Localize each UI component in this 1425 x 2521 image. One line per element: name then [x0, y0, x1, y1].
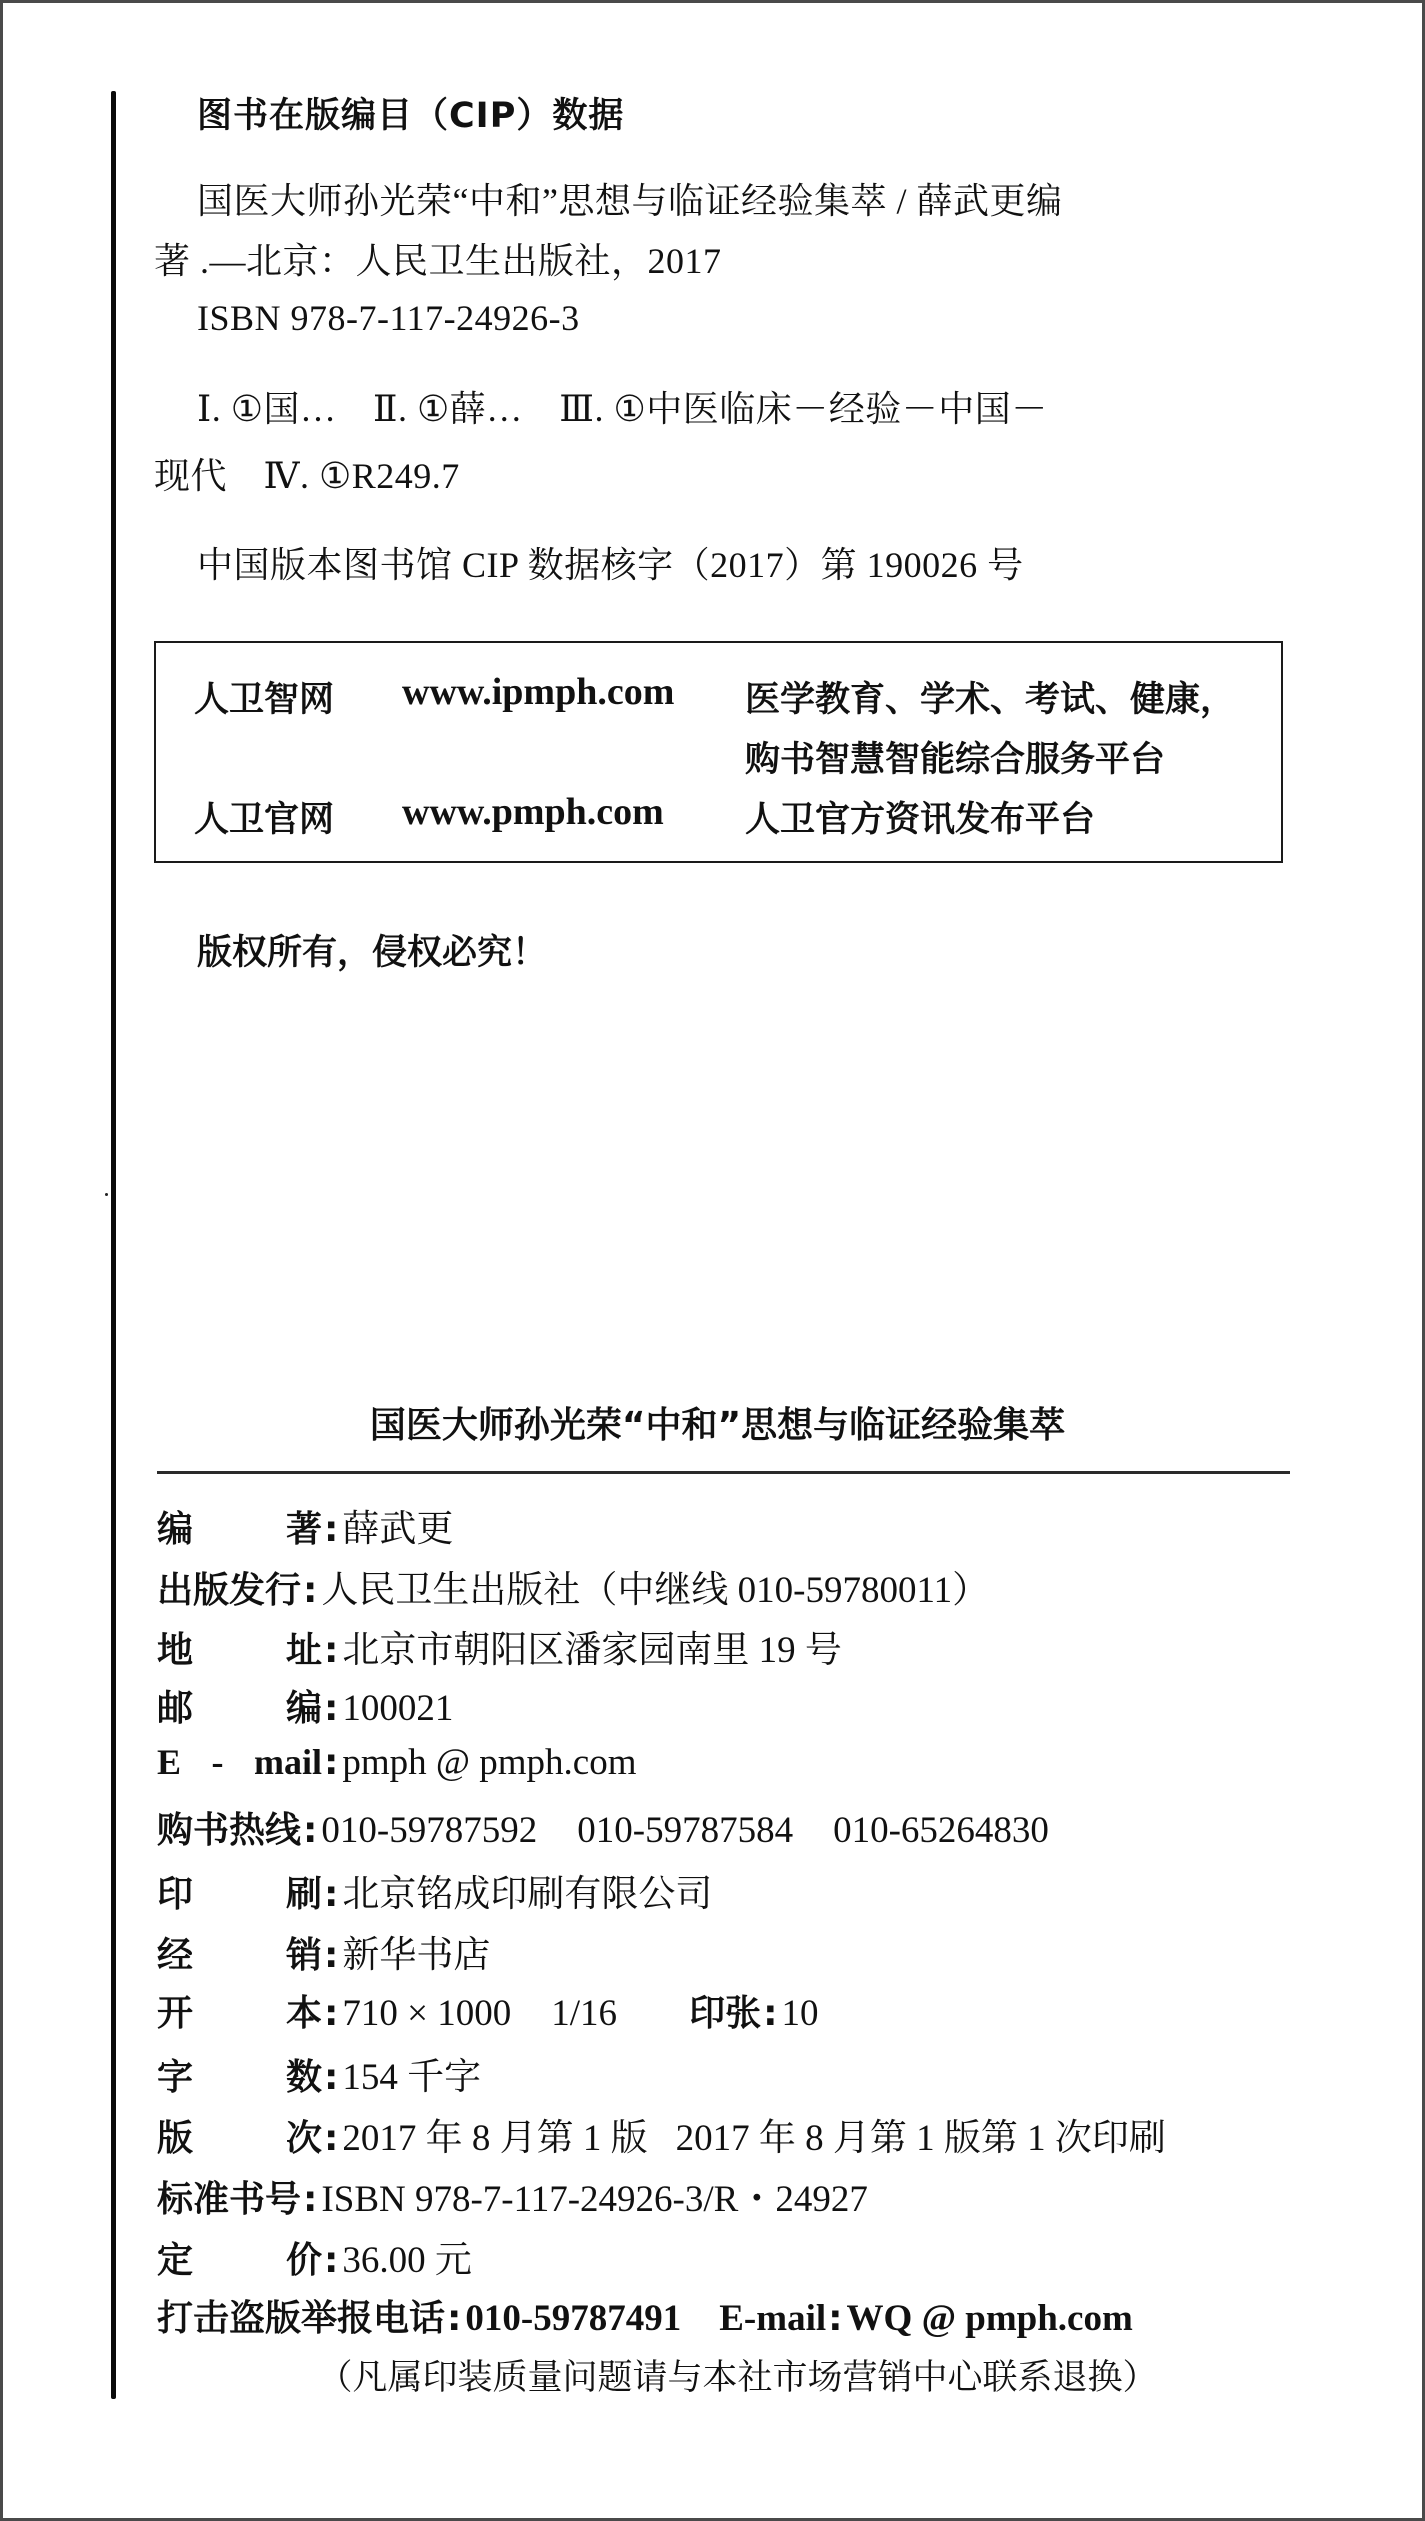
field-email: [157, 1741, 637, 1789]
hotline-value-1: 010-59787592: [321, 1810, 538, 1851]
label-char: 址: [285, 1630, 322, 1671]
field-postcode: [157, 1680, 453, 1728]
hotline-label: 购书热线: [157, 1810, 302, 1851]
sheets-value: 10: [781, 1993, 819, 2034]
field-printer: [157, 1863, 713, 1915]
site-desc-ipmph-cont: 购书智慧智能综合服务平台: [745, 740, 1166, 780]
cip-classification-line: Ⅰ. ①国… Ⅱ. ①薛… Ⅲ. ①中医临床－经验－中国－: [197, 389, 1048, 429]
label-char: 地: [157, 1630, 194, 1671]
colon: :: [303, 1810, 318, 1851]
format-size: 710 × 1000: [342, 1993, 512, 2034]
label-char: 编: [157, 1509, 194, 1550]
title-divider: [157, 1471, 1290, 1474]
word-count-value: 154 千字: [342, 2057, 482, 2098]
label-char: 经: [157, 1935, 194, 1976]
isbn-label: 标准书号: [157, 2179, 302, 2220]
colon: :: [324, 1742, 339, 1783]
label-char: 定: [157, 2240, 194, 2281]
scan-speck: [105, 1193, 108, 1196]
postcode-value: 100021: [342, 1688, 454, 1729]
site-url-pmph[interactable]: www.pmph.com: [402, 791, 664, 833]
publisher-value: 人民卫生出版社（中继线 010-59780011）: [321, 1570, 990, 1611]
distributor-value: 新华书店: [342, 1935, 491, 1976]
label-char: 著: [285, 1509, 322, 1550]
colon: :: [828, 2298, 843, 2339]
cip-record-number: 中国版本图书馆 CIP 数据核字（2017）第 190026 号: [197, 545, 1024, 585]
quality-return-note: （凡属印装质量问题请与本社市场营销中心联系退换）: [317, 2358, 1158, 2398]
colon: :: [324, 1509, 339, 1550]
label-char: 刷: [285, 1874, 322, 1915]
label-char: 邮: [157, 1688, 194, 1729]
colon: :: [324, 2057, 339, 2098]
field-edition: [157, 2107, 1166, 2159]
cip-isbn-line: ISBN 978-7-117-24926-3: [197, 298, 580, 338]
label-char: 版: [157, 2118, 194, 2159]
hotline-value-3: 010-65264830: [833, 1810, 1049, 1851]
field-price: [157, 2229, 472, 2281]
edition-value-2: 2017 年 8 月第 1 版第 1 次印刷: [675, 2118, 1166, 2159]
colon: :: [303, 2179, 318, 2220]
colon: :: [447, 2298, 462, 2339]
editor-value: 薛武更: [342, 1509, 454, 1550]
colon: :: [324, 1874, 339, 1915]
label-char: 本: [285, 1993, 322, 2034]
field-distributor: [157, 1924, 491, 1976]
colon: :: [324, 1688, 339, 1729]
site-name-pmph: 人卫官网: [194, 800, 335, 840]
printer-value: 北京铭成印刷有限公司: [342, 1874, 713, 1915]
site-desc-ipmph: 医学教育、学术、考试、健康，: [745, 680, 1236, 720]
label-char: mail: [253, 1742, 322, 1782]
piracy-email-label: E-mail: [719, 2298, 827, 2339]
label-char: 字: [157, 2057, 194, 2098]
isbn-value: ISBN 978-7-117-24926-3/R・24927: [321, 2179, 868, 2220]
edition-value-1: 2017 年 8 月第 1 版: [342, 2118, 648, 2159]
label-char: E: [157, 1742, 182, 1782]
hotline-value-2: 010-59787584: [577, 1810, 794, 1851]
colon: :: [763, 1993, 778, 2034]
label-char: 数: [285, 2057, 322, 2098]
copyright-notice: 版权所有，侵权必究！: [197, 933, 548, 973]
site-desc-pmph: 人卫官方资讯发布平台: [745, 800, 1096, 840]
piracy-label: 打击盗版举报电话: [157, 2298, 446, 2339]
sheets-label: 印张: [689, 1993, 762, 2034]
colon: :: [324, 1935, 339, 1976]
format-fraction: 1/16: [551, 1993, 618, 2034]
label-char: 次: [285, 2118, 322, 2159]
label-char: 开: [157, 1993, 194, 2034]
publisher-label: 出版发行: [157, 1570, 302, 1611]
colon: :: [324, 1993, 339, 2034]
field-editor: [157, 1498, 454, 1550]
colon: :: [303, 1570, 318, 1611]
site-name-ipmph: 人卫智网: [194, 680, 335, 720]
label-char: 编: [285, 1688, 322, 1729]
colon: :: [324, 2118, 339, 2159]
cip-title-line: 国医大师孙光荣“中和”思想与临证经验集萃 / 薛武更编: [197, 181, 1063, 221]
label-char: 价: [285, 2240, 322, 2281]
piracy-phone: 010-59787491: [465, 2298, 682, 2339]
piracy-email[interactable]: WQ @ pmph.com: [846, 2298, 1133, 2339]
address-value: 北京市朝阳区潘家园南里 19 号: [342, 1630, 842, 1671]
label-char: 印: [157, 1874, 194, 1915]
field-format: [157, 1985, 818, 2033]
field-address: [157, 1619, 842, 1671]
site-url-ipmph[interactable]: www.ipmph.com: [402, 671, 675, 713]
field-piracy-report: [157, 2290, 1133, 2338]
field-word-count: [157, 2046, 482, 2098]
cip-publisher-line: 著 .—北京：人民卫生出版社，2017: [154, 241, 722, 281]
price-value: 36.00 元: [342, 2240, 472, 2281]
label-char: -: [211, 1742, 224, 1782]
cip-heading: 图书在版编目（CIP）数据: [197, 96, 625, 136]
field-hotline: [157, 1802, 1049, 1850]
email-value[interactable]: pmph @ pmph.com: [342, 1742, 637, 1783]
cip-classification-line-cont: 现代 Ⅳ. ①R249.7: [154, 456, 460, 496]
colon: :: [324, 1630, 339, 1671]
field-publisher: [157, 1559, 990, 1611]
field-isbn: [157, 2168, 868, 2220]
colon: :: [324, 2240, 339, 2281]
book-title: 国医大师孙光荣“中和”思想与临证经验集萃: [369, 1405, 1066, 1446]
label-char: 销: [285, 1935, 322, 1976]
left-margin-rule: [111, 91, 116, 2399]
